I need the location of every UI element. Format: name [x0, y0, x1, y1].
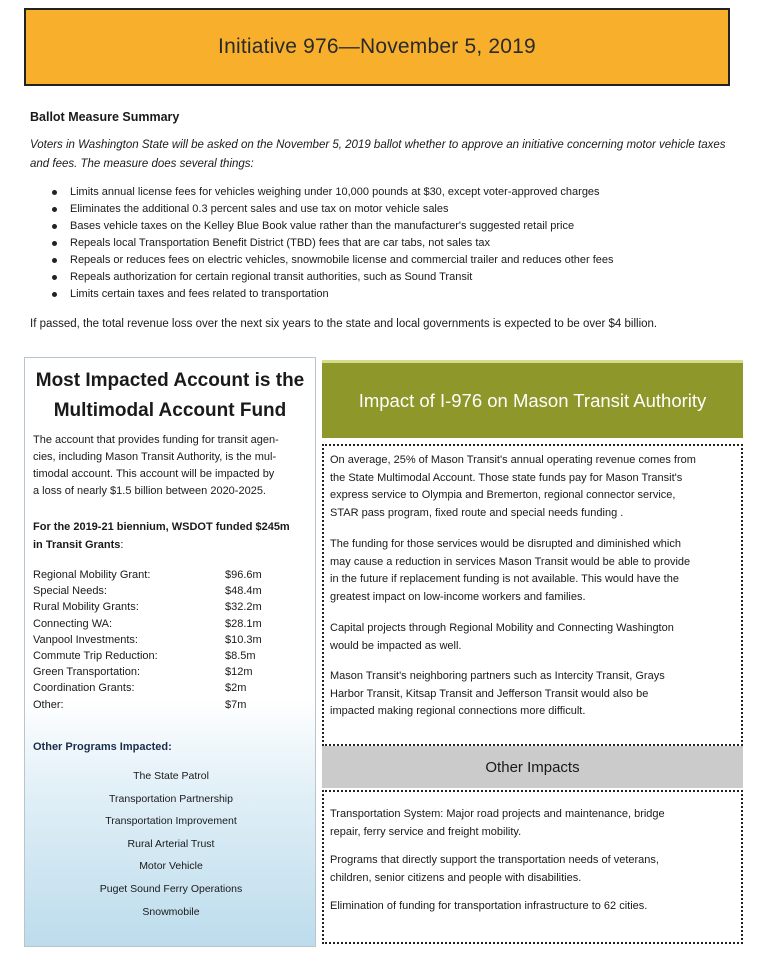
bullet-item: Bases vehicle taxes on the Kelley Blue Book value rather than the manufacturer's suggested retail price: [50, 218, 740, 235]
bullet-item: Repeals authorization for certain regional transit authorities, such as Sound Transit: [50, 269, 740, 286]
grant-row: [33, 648, 303, 664]
text-line: The funding for those services would be disrupted and diminished which: [330, 538, 681, 550]
title-banner: [24, 8, 730, 86]
text-line: the State Multimodal Account. Those state funds pay for Mason Transit's: [330, 471, 683, 484]
grant-name: Commute Trip Reduction:: [33, 650, 158, 663]
grant-value: $28.1m: [225, 617, 262, 630]
grant-name: Other:: [33, 698, 64, 711]
measure-bullet-list: [50, 184, 740, 303]
summary-intro: Voters in Washington State will be asked on the November 5, 2019 ballot whether to approve an initiative concerning motor vehicle taxes and fees. The measure does several things:: [30, 139, 726, 170]
description-line: a loss of nearly $1.5 billion between 2020-2025.: [33, 485, 266, 497]
other-impacts-box: [322, 790, 743, 944]
program-item: Snowmobile: [142, 905, 200, 918]
text-line: Harbor Transit, Kitsap Transit and Jefferson Transit would also be: [330, 687, 649, 700]
grant-value: $12m: [225, 666, 253, 679]
program-item: The State Patrol: [133, 770, 209, 782]
page-title: Initiative 976—November 5, 2019: [218, 35, 536, 58]
grant-value: $7m: [225, 698, 247, 711]
impact-paragraph: [330, 668, 740, 721]
grant-value: $8.5m: [225, 650, 256, 663]
text-line: children, senior citizens and people with disabilities.: [330, 871, 582, 884]
grant-row: [33, 680, 303, 696]
revenue-loss-note: If passed, the total revenue loss over the next six years to the state and local governments is expected to be over $4 billion.: [30, 318, 658, 330]
description-line: cies, including Mason Transit Authority, is the mul-: [33, 451, 277, 463]
account-description: [33, 432, 313, 500]
text-line: Programs that directly support the transportation needs of veterans,: [330, 854, 659, 866]
other-impact-paragraph: [330, 852, 740, 887]
program-item: Motor Vehicle: [139, 860, 203, 873]
impact-content-box: [322, 444, 743, 746]
grant-value: $96.6m: [225, 569, 262, 581]
grant-name: Special Needs:: [33, 585, 107, 598]
other-impacts-header: [322, 746, 743, 788]
text-line: Capital projects through Regional Mobility and Connecting Washington: [330, 622, 674, 634]
bullet-item: Limits certain taxes and fees related to transportation: [50, 286, 740, 303]
grant-name: Vanpool Investments:: [33, 633, 138, 646]
grant-value: $2m: [225, 682, 247, 695]
grant-row: [33, 583, 303, 599]
grant-row: [33, 697, 303, 713]
grants-list: [33, 567, 303, 713]
other-impacts-title: Other Impacts: [485, 758, 580, 776]
panel-title: [25, 366, 315, 426]
grant-row: [33, 616, 303, 632]
other-programs-list: [25, 765, 317, 923]
bullet-item: Eliminates the additional 0.3 percent sales and use tax on motor vehicle sales: [50, 201, 740, 218]
text-line: impacted making regional connections more difficult.: [330, 705, 586, 717]
program-item: Transportation Partnership: [109, 792, 233, 805]
multimodal-account-panel: [24, 357, 316, 947]
biennium-line: [33, 536, 313, 554]
text-line: Transportation System: Major road projects and maintenance, bridge: [330, 808, 665, 820]
grant-name: Coordination Grants:: [33, 682, 135, 695]
text-line: Elimination of funding for transportation infrastructure to 62 cities.: [330, 900, 648, 912]
impact-header: [322, 360, 743, 438]
impact-title: Impact of I-976 on Mason Transit Authority: [358, 389, 707, 411]
panel-title-line: Most Impacted Account is the: [35, 370, 305, 391]
text-line: greatest impact on low-income workers and families.: [330, 590, 586, 603]
biennium-bold-text: in Transit Grants: [33, 539, 121, 551]
program-item: Transportation Improvement: [105, 815, 237, 828]
other-impact-paragraph: [330, 898, 740, 916]
impact-paragraph: [330, 452, 740, 522]
grant-name: Regional Mobility Grant:: [33, 569, 151, 581]
biennium-funding-heading: [33, 518, 313, 554]
text-line: express service to Olympia and Bremerton, regional connector service,: [330, 489, 676, 501]
bullet-item: Repeals local Transportation Benefit District (TBD) fees that are car tabs, not sales tax: [50, 235, 740, 252]
panel-title-line: Multimodal Account Fund: [53, 400, 287, 421]
text-line: in the future if replacement funding is not available. This would have the: [330, 573, 679, 585]
bullet-item: Limits annual license fees for vehicles weighing under 10,000 pounds at $30, except voter-approved charges: [50, 184, 740, 201]
bullet-item: Repeals or reduces fees on electric vehicles, snowmobile license and commercial trailer and reduces other fees: [50, 252, 740, 269]
grant-value: $48.4m: [225, 585, 262, 598]
grant-row: [33, 599, 303, 615]
text-line: may cause a reduction in services Mason Transit would be able to provide: [330, 555, 691, 568]
description-line: The account that provides funding for transit agen-: [33, 434, 279, 446]
program-item: Rural Arterial Trust: [127, 837, 215, 850]
grant-name: Connecting WA:: [33, 617, 113, 630]
impact-paragraph: [330, 620, 740, 655]
text-line: STAR pass program, fixed route and special needs funding .: [330, 506, 624, 519]
grant-row: [33, 567, 303, 583]
other-impact-paragraph: [330, 806, 740, 841]
text-line: repair, ferry service and freight mobility.: [330, 825, 522, 838]
summary-heading: Ballot Measure Summary: [30, 110, 180, 124]
text-line: Mason Transit's neighboring partners such as Intercity Transit, Grays: [330, 670, 665, 682]
grant-row: [33, 664, 303, 680]
biennium-line: For the 2019-21 biennium, WSDOT funded $245m: [33, 521, 290, 533]
grant-name: Rural Mobility Grants:: [33, 601, 139, 614]
grant-row: [33, 632, 303, 648]
description-line: timodal account. This account will be impacted by: [33, 468, 275, 480]
impact-paragraph: [330, 536, 740, 606]
biennium-colon: :: [120, 539, 124, 551]
grant-value: $10.3m: [225, 633, 262, 646]
other-programs-heading: Other Programs Impacted:: [33, 741, 172, 753]
text-line: would be impacted as well.: [330, 639, 462, 652]
text-line: On average, 25% of Mason Transit's annual operating revenue comes from: [330, 454, 696, 466]
grant-name: Green Transportation:: [33, 666, 141, 679]
grant-value: $32.2m: [225, 601, 262, 614]
program-item: Puget Sound Ferry Operations: [99, 882, 243, 895]
